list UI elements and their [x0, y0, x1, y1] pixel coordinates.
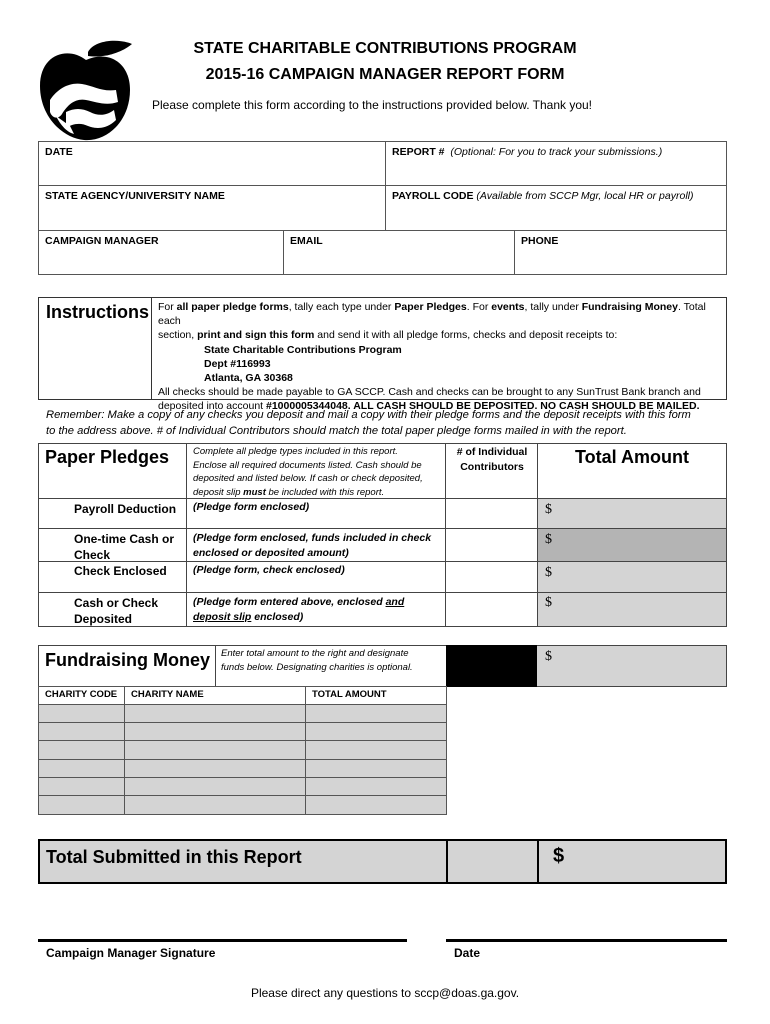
- column-charity-name: CHARITY NAME: [131, 689, 204, 700]
- row-desc-check: (Pledge form, check enclosed): [193, 564, 345, 576]
- fundraising-blackout: [446, 645, 537, 687]
- amount-cell-check[interactable]: [538, 561, 726, 592]
- column-total-amount: TOTAL AMOUNT: [312, 689, 387, 700]
- total-amount-header: Total Amount: [575, 447, 689, 467]
- row-label-payroll: Payroll Deduction: [74, 502, 177, 516]
- total-dollar-sign: $: [553, 845, 565, 867]
- dollar-sign-onetime: $: [545, 532, 552, 547]
- column-charity-code: CHARITY CODE: [45, 689, 118, 700]
- email-field[interactable]: EMAIL: [283, 230, 515, 275]
- mailing-address-line3: Atlanta, GA 30368: [204, 372, 293, 385]
- amount-cell-onetime[interactable]: [538, 528, 726, 561]
- campaign-manager-field[interactable]: CAMPAIGN MANAGER: [38, 230, 284, 275]
- row-desc-deposited: (Pledge form entered above, enclosed and deposit slip enclosed): [193, 596, 405, 623]
- form-subtitle: Please complete this form according to the instructions provided below. Thank you!: [152, 98, 593, 112]
- report-number-field[interactable]: REPORT # (Optional: For you to track your submissions.): [385, 141, 727, 186]
- amount-cell-payroll[interactable]: [538, 498, 726, 528]
- contributors-header: # of Individual Contributors: [456, 446, 528, 473]
- mailing-address-line2: Dept #116993: [204, 357, 271, 370]
- charity-table: [38, 686, 447, 815]
- form-title-line2: 2015-16 CAMPAIGN MANAGER REPORT FORM: [205, 66, 565, 83]
- agency-name-field[interactable]: STATE AGENCY/UNIVERSITY NAME: [38, 185, 386, 231]
- row-label-check: Check Enclosed: [74, 564, 167, 578]
- total-count-cell[interactable]: [448, 841, 537, 882]
- row-desc-onetime: (Pledge form enclosed, funds included in check enclosed or deposited amount): [193, 532, 432, 559]
- fundraising-heading: Fundraising Money: [45, 650, 211, 670]
- dollar-sign-fundraising: $: [545, 649, 552, 664]
- remember-note: Remember: Make a copy of any checks you deposit and mail a copy with their pledge forms and the deposit receipts with this form to the address above. # of Individual Contributors should match the total paper pledge forms mailed in with the report.: [46, 409, 691, 437]
- paper-pledges-heading: Paper Pledges: [45, 447, 170, 467]
- date-field[interactable]: DATE: [38, 141, 386, 186]
- fundraising-note: Enter total amount to the right and designate funds below. Designating charities is optional.: [221, 648, 413, 673]
- dollar-sign-payroll: $: [545, 502, 552, 517]
- signature-line[interactable]: [38, 939, 407, 942]
- form-title-line1: STATE CHARITABLE CONTRIBUTIONS PROGRAM: [193, 40, 577, 57]
- date-line[interactable]: [446, 939, 727, 942]
- signature-date-label: Date: [454, 946, 481, 960]
- dollar-sign-check: $: [545, 565, 552, 580]
- mailing-address-line1: State Charitable Contributions Program: [204, 343, 402, 356]
- footer-contact: Please direct any questions to sccp@doas.ga.gov.: [250, 986, 520, 1000]
- fundraising-amount-cell[interactable]: [537, 646, 726, 686]
- phone-field[interactable]: PHONE: [514, 230, 727, 275]
- signature-label: Campaign Manager Signature: [46, 946, 216, 960]
- payroll-code-field[interactable]: PAYROLL CODE (Available from SCCP Mgr, local HR or payroll): [385, 185, 727, 231]
- total-amount-cell[interactable]: [539, 841, 725, 882]
- amount-cell-deposited[interactable]: [538, 592, 726, 626]
- row-label-deposited: Cash or Check Deposited: [74, 596, 159, 626]
- instructions-text: For all paper pledge forms, tally each type under Paper Pledges. For events, tally under Fundraising Money. Total each section, print and sign this form and send it with all pledge forms, checks and deposit receipts to: State Charitable Contributions Program Dept #116993 Atlanta, GA 30368 All checks should be made payable to GA SCCP. Cash and checks can be brought to any SunTrust Bank branch and deposited into account #1000005344048. ALL CASH SHOULD BE DEPOSITED. NO CASH SHOULD BE MAILED.: [158, 300, 724, 414]
- row-desc-payroll: (Pledge form enclosed): [193, 501, 310, 513]
- row-label-onetime: One-time Cash or Check: [74, 532, 175, 562]
- paper-pledges-note: Complete all pledge types included in this report. Enclose all required documents listed. Cash should be deposited and listed below. If cash or check deposited, deposit slip must be included with this report.: [193, 446, 423, 498]
- dollar-sign-deposited: $: [545, 595, 552, 610]
- instructions-heading: Instructions: [46, 302, 150, 322]
- total-submitted-label: Total Submitted in this Report: [46, 847, 302, 867]
